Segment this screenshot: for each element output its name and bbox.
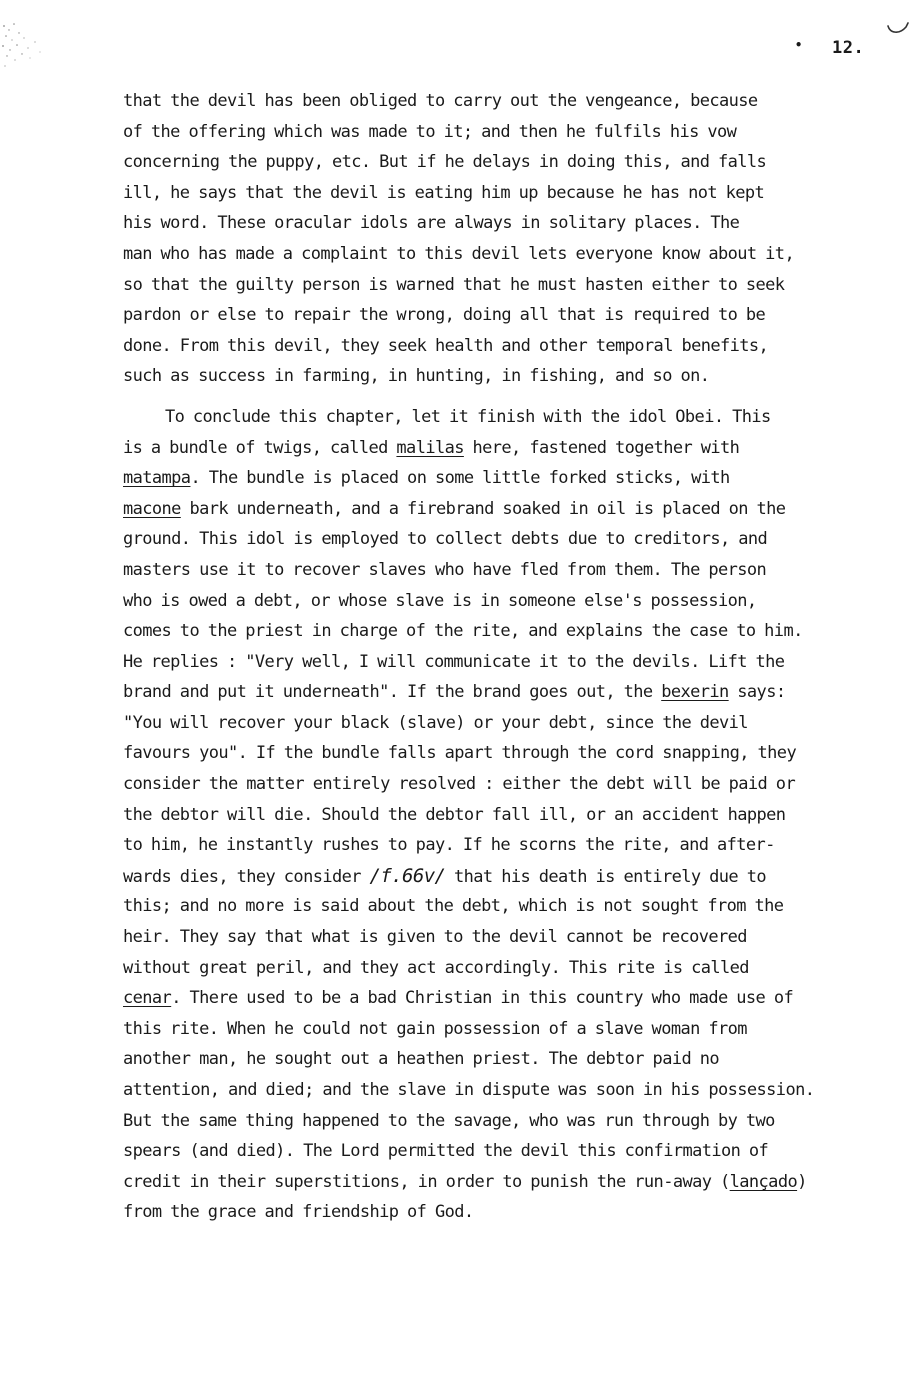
text-segment: credit in their superstitions, in order to punish the run-away (: [123, 1171, 730, 1192]
text-line: this; and no more is said about the debt, which is not sought from the: [123, 896, 784, 917]
text-segment: here, fastened together with: [463, 437, 740, 458]
text-line: [123, 983, 893, 1014]
text-line: ill, he says that the devil is eating him up because he has not kept: [123, 182, 765, 203]
text-line: without great peril, and they act accordingly. This rite is called: [123, 957, 749, 978]
body-text: [123, 86, 893, 1228]
text-line: pardon or else to repair the wrong, doing all that is required to be: [123, 305, 766, 326]
text-line: But the same thing happened to the savage, who was run through by two: [123, 1110, 775, 1131]
text-line: masters use it to recover slaves who have fled from them. The person: [123, 559, 767, 580]
check-mark-icon: [886, 20, 910, 36]
text-line: ground. This idol is employed to collect debts due to creditors, and: [123, 529, 768, 550]
paragraph-2: [123, 402, 893, 1228]
text-segment: . The bundle is placed on some little forked sticks, with: [190, 468, 730, 489]
paragraph-1: [123, 86, 893, 392]
underlined-term: malilas: [396, 437, 464, 458]
text-line: He replies : "Very well, I will communicate it to the devils. Lift the: [123, 651, 785, 672]
text-line: comes to the priest in charge of the rite, and explains the case to him.: [123, 621, 803, 642]
scan-speckle-mark: [0, 18, 46, 74]
text-line: that the devil has been obliged to carry out the vengeance, because: [123, 91, 758, 111]
underlined-term: lançado: [729, 1171, 798, 1192]
paragraph-gap: [123, 392, 893, 402]
text-line: so that the guilty person is warned that he must hasten either to seek: [123, 274, 785, 295]
text-line: favours you". If the bundle falls apart through the cord snapping, they: [123, 743, 797, 764]
text-segment: that his death is entirely due to: [445, 866, 766, 887]
text-segment: wards dies, they consider: [123, 866, 370, 887]
text-line: of the offering which was made to it; and then he fulfils his vow: [123, 121, 737, 142]
text-segment: . There used to be a bad Christian in this country who made use of: [171, 988, 794, 1009]
text-segment: is a bundle of twigs, called: [123, 437, 397, 458]
text-line: [123, 494, 893, 525]
text-line: from the grace and friendship of God.: [123, 1202, 474, 1223]
underlined-term: cenar: [123, 988, 172, 1009]
text-line: "You will recover your black (slave) or your debt, since the devil: [123, 712, 748, 733]
page-number: 12.: [832, 38, 865, 58]
text-line: such as success in farming, in hunting, in fishing, and so on.: [123, 366, 710, 387]
text-segment: bark underneath, and a firebrand soaked in oil is placed on the: [180, 498, 786, 519]
text-line: who is owed a debt, or whose slave is in someone else's possession,: [123, 590, 757, 611]
margin-dot: •: [795, 38, 803, 52]
text-line: attention, and died; and the slave in dispute was soon in his possession.: [123, 1080, 815, 1100]
folio-reference: /f.66v/: [369, 864, 446, 887]
text-line: To conclude this chapter, let it finish with the idol Obei. This: [165, 406, 771, 427]
text-line: the debtor will die. Should the debtor fall ill, or an accident happen: [123, 804, 786, 825]
text-line: man who has made a complaint to this devil lets everyone know about it,: [123, 243, 795, 264]
text-line: to him, he instantly rushes to pay. If he scorns the rite, and after-: [123, 835, 775, 856]
text-line: consider the matter entirely resolved : either the debt will be paid or: [123, 774, 796, 795]
text-line: heir. They say that what is given to the devil cannot be recovered: [123, 927, 747, 948]
text-line: [123, 1167, 893, 1198]
text-segment: brand and put it underneath". If the brand goes out, the: [123, 682, 662, 703]
underlined-term: macone: [123, 498, 181, 519]
text-segment: ): [797, 1171, 807, 1192]
text-line: done. From this devil, they seek health and other temporal benefits,: [123, 335, 769, 356]
text-line: this rite. When he could not gain possession of a slave woman from: [123, 1018, 747, 1039]
underlined-term: matampa: [123, 468, 191, 489]
text-line: his word. These oracular idols are always in solitary places. The: [123, 213, 740, 234]
text-segment: says:: [728, 682, 786, 703]
underlined-term: bexerin: [661, 682, 729, 703]
text-line: [123, 463, 893, 494]
text-line: another man, he sought out a heathen priest. The debtor paid no: [123, 1049, 719, 1070]
text-line: [123, 677, 893, 708]
text-line: [123, 433, 893, 464]
text-line: [123, 861, 893, 892]
text-line: concerning the puppy, etc. But if he delays in doing this, and falls: [123, 152, 767, 173]
text-line: spears (and died). The Lord permitted the devil this confirmation of: [123, 1141, 769, 1162]
